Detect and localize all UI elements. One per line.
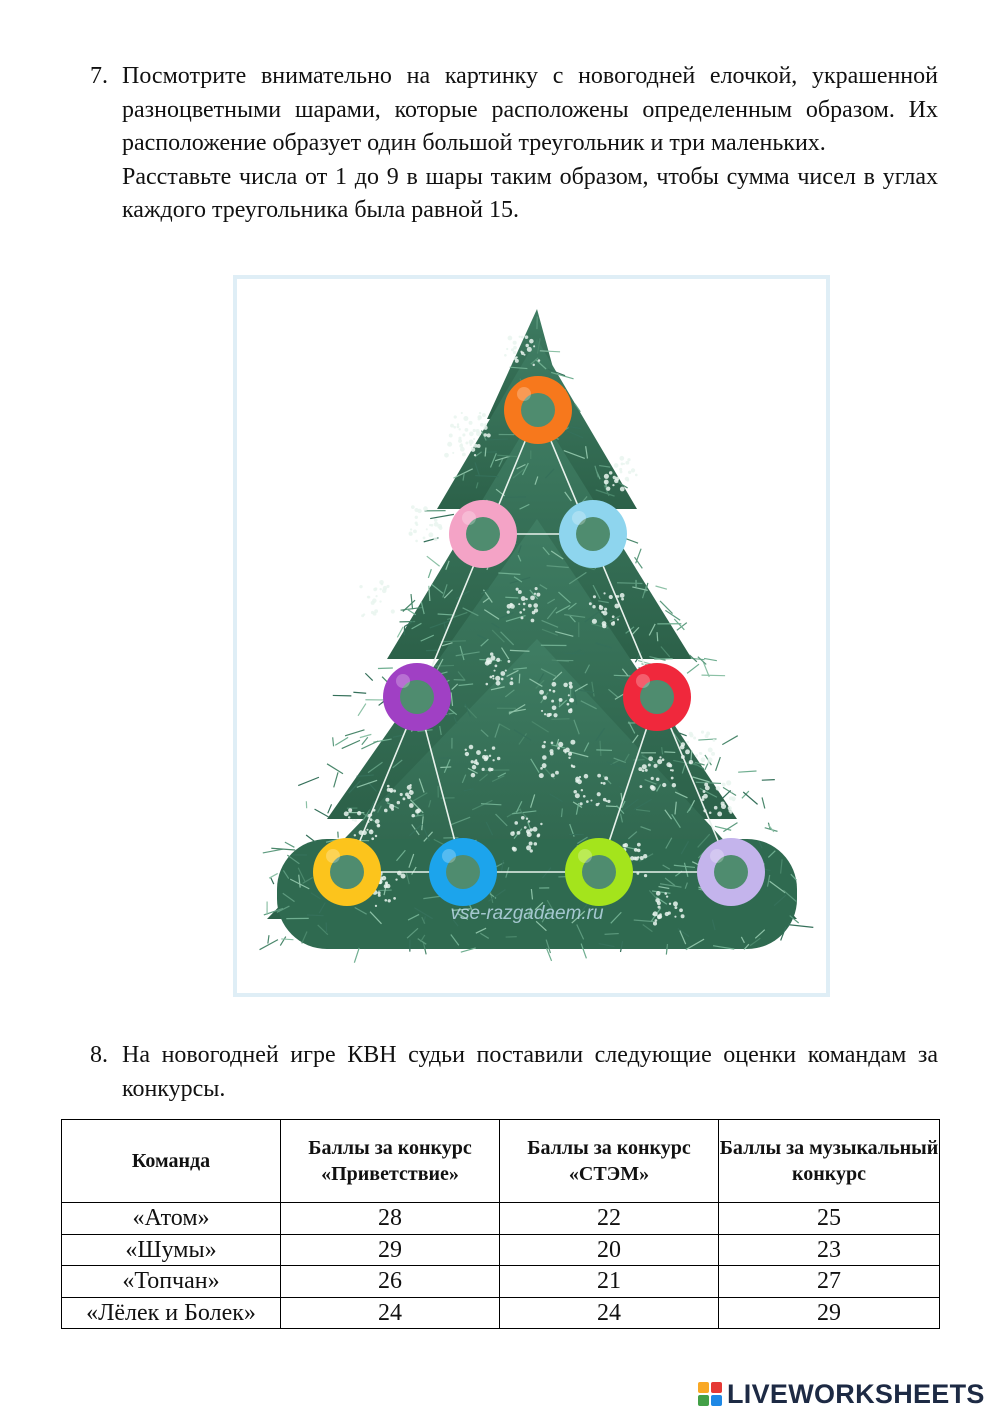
logo-square-l [698, 1382, 709, 1393]
score-greeting: 26 [281, 1266, 500, 1298]
score-greeting: 29 [281, 1234, 500, 1266]
table-row [62, 1266, 940, 1298]
logo-square-i [711, 1382, 722, 1393]
table-row [62, 1203, 940, 1235]
ornament-ball-upper-right [559, 500, 627, 568]
ornament-ball-middle-right [623, 663, 691, 731]
task-7-number: 7. [90, 63, 108, 89]
ornament-ball-bottom-1 [313, 838, 381, 906]
header-greeting: Баллы за конкурс «Приветствие» [281, 1120, 500, 1203]
score-stem: 21 [500, 1266, 719, 1298]
task-8 [90, 1039, 938, 1106]
task-7-paragraph-1: Посмотрите внимательно на картинку с новогодней елочкой, украшенной разноцветными шарами, которые расположены определенным образом. Их расположение образует один большой треугольник и три маленьких. [122, 63, 938, 156]
score-greeting: 28 [281, 1203, 500, 1235]
team-name: «Топчан» [62, 1266, 281, 1298]
header-team: Команда [62, 1120, 281, 1203]
task-7 [90, 60, 938, 228]
header-stem: Баллы за конкурс «СТЭМ» [500, 1120, 719, 1203]
task-7-paragraph-2: Расставьте числа от 1 до 9 в шары таким образом, чтобы сумма чисел в углах каждого треугольника была равной 15. [122, 163, 938, 223]
team-name: «Шумы» [62, 1234, 281, 1266]
table-row [62, 1297, 940, 1329]
liveworksheets-logo-icon [698, 1382, 722, 1406]
ornament-ball-top [504, 376, 572, 444]
score-stem: 20 [500, 1234, 719, 1266]
ornament-ball-upper-left [449, 500, 517, 568]
task-8-paragraph: На новогодней игре КВН судьи поставили следующие оценки командам за конкурсы. [122, 1042, 938, 1102]
liveworksheets-wordmark: LIVEWORKSHEETS [727, 1378, 985, 1409]
score-stem: 22 [500, 1203, 719, 1235]
tree-drawing [237, 279, 826, 993]
scores-table [61, 1119, 940, 1329]
task-8-number: 8. [90, 1042, 108, 1068]
header-music: Баллы за музыкальный конкурс [719, 1120, 940, 1203]
ornament-ball-bottom-3 [565, 838, 633, 906]
score-music: 27 [719, 1266, 940, 1298]
table-row [62, 1234, 940, 1266]
logo-square-v [698, 1395, 709, 1406]
logo-square-e [711, 1395, 722, 1406]
team-name: «Лёлек и Болек» [62, 1297, 281, 1329]
score-music: 23 [719, 1234, 940, 1266]
score-stem: 24 [500, 1297, 719, 1329]
ornament-ball-middle-left [383, 663, 451, 731]
ornament-ball-bottom-4 [697, 838, 765, 906]
team-name: «Атом» [62, 1203, 281, 1235]
ornament-ball-bottom-2 [429, 838, 497, 906]
watermark-text: vse-razgadaem.ru [450, 903, 604, 924]
score-music: 25 [719, 1203, 940, 1235]
christmas-tree-illustration [233, 275, 830, 997]
score-music: 29 [719, 1297, 940, 1329]
liveworksheets-logo[interactable] [698, 1378, 985, 1410]
score-greeting: 24 [281, 1297, 500, 1329]
table-header-row [62, 1120, 940, 1203]
